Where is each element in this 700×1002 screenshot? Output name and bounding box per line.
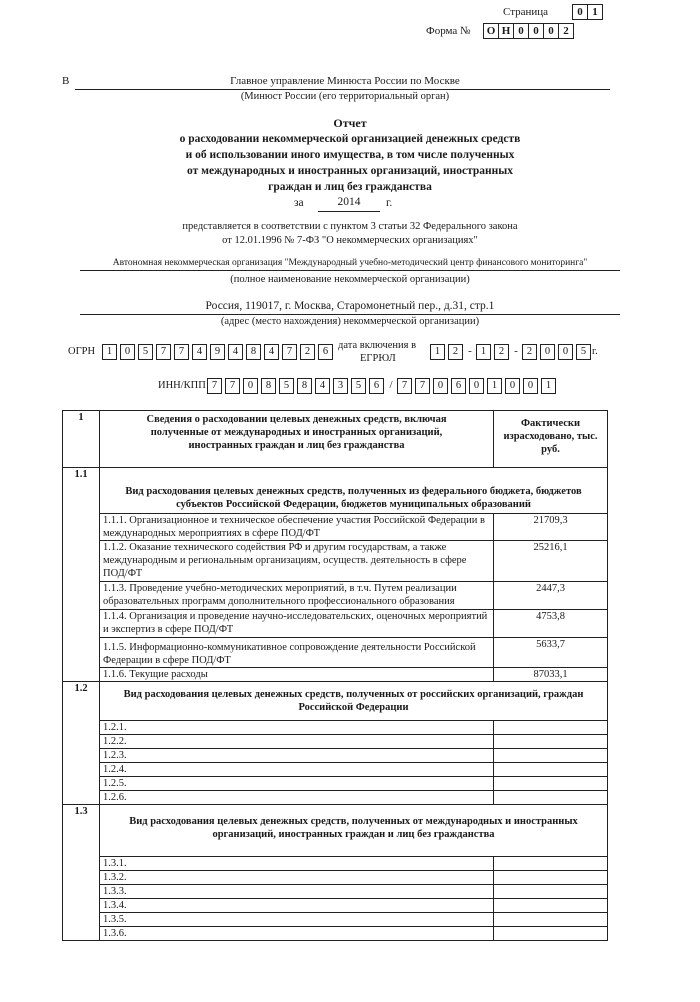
table-row xyxy=(63,857,608,871)
subtitle-line: от международных и иностранных организаций, иностранных xyxy=(187,165,513,177)
section-number: 1.3 xyxy=(63,805,100,941)
expenditure-table xyxy=(62,410,608,941)
form-number-cells xyxy=(484,23,574,39)
section-title: Вид расходования целевых денежных средств, полученных от российских организаций, граждан Российской Федерации xyxy=(100,682,608,721)
item-label: 1.2.3. xyxy=(100,749,494,763)
kpp-digit: 7 xyxy=(397,378,412,394)
item-label: 1.2.5. xyxy=(100,777,494,791)
form-digit: 0 xyxy=(543,23,559,39)
ogrn-digit: 4 xyxy=(192,344,207,360)
section-title: Вид расходования целевых денежных средств, полученных от международных и иностранных организаций, иностранных граждан и лиц без гражданства xyxy=(100,805,608,857)
item-value xyxy=(494,927,608,941)
table-header-row xyxy=(63,411,608,468)
item-value xyxy=(494,857,608,871)
authority-underline xyxy=(75,89,610,90)
table-row xyxy=(63,791,608,805)
org-caption: (полное наименование некоммерческой организации) xyxy=(230,274,470,285)
item-label: 1.2.4. xyxy=(100,763,494,777)
section-1-3-header xyxy=(63,805,608,857)
table-row xyxy=(63,541,608,582)
report-subtitle xyxy=(0,131,700,195)
table-row xyxy=(63,638,608,668)
inn-digit: 5 xyxy=(351,378,366,394)
form-digit: 0 xyxy=(528,23,544,39)
page-digit: 1 xyxy=(587,4,603,20)
report-title: Отчет xyxy=(333,116,367,130)
form-digit: О xyxy=(483,23,499,39)
item-label: 1.3.1. xyxy=(100,857,494,871)
inn-digit: 8 xyxy=(297,378,312,394)
item-label: 1.3.6. xyxy=(100,927,494,941)
egrul-date-cells xyxy=(430,344,591,360)
authority-caption: (Минюст России (его территориальный орган) xyxy=(240,91,450,102)
item-label: 1.1.6. Текущие расходы xyxy=(100,668,494,682)
inn-label: ИНН/КПП xyxy=(158,380,206,391)
table-row xyxy=(63,913,608,927)
table-row xyxy=(63,899,608,913)
table-row xyxy=(63,927,608,941)
section-1-1-header xyxy=(63,468,608,514)
year-suffix: г. xyxy=(592,346,598,357)
ogrn-digit: 4 xyxy=(264,344,279,360)
form-label: Форма № xyxy=(426,25,471,37)
inn-digit: 4 xyxy=(315,378,330,394)
org-underline xyxy=(80,270,620,271)
ogrn-digit: 0 xyxy=(120,344,135,360)
to-prefix: В xyxy=(62,75,70,87)
table-row xyxy=(63,582,608,610)
table-row xyxy=(63,749,608,763)
inn-digit: 6 xyxy=(369,378,384,394)
item-value xyxy=(494,721,608,735)
kpp-digit: 7 xyxy=(415,378,430,394)
item-value: 87033,1 xyxy=(494,668,608,682)
egrul-day-digit: 1 xyxy=(430,344,445,360)
section-number: 1.2 xyxy=(63,682,100,805)
item-label: 1.1.2. Оказание технического содействия РФ и другим государствам, а также международным и региональным организациям, осуществ. деятельность в сфере ПОД/ФТ xyxy=(100,541,494,582)
subtitle-line: и об использовании иного имущества, в том числе полученных xyxy=(185,149,515,161)
period-prefix: за xyxy=(294,197,304,209)
authority-name: Главное управление Минюста России по Москве xyxy=(230,75,460,87)
section-title: Вид расходования целевых денежных средств, полученных из федерального бюджета, бюджетов субъектов Российской Федерации, бюджетов муниципальных образований xyxy=(100,468,608,514)
section-number: 1 xyxy=(63,411,100,468)
inn-digit: 7 xyxy=(225,378,240,394)
period-year: 2014 xyxy=(337,196,361,208)
date-separator: - xyxy=(468,345,472,357)
ogrn-digit: 9 xyxy=(210,344,225,360)
egrul-label xyxy=(338,339,416,365)
ogrn-digit: 7 xyxy=(282,344,297,360)
item-value: 21709,3 xyxy=(494,514,608,541)
ogrn-digit: 4 xyxy=(228,344,243,360)
kpp-digit: 0 xyxy=(523,378,538,394)
ogrn-digit: 1 xyxy=(102,344,117,360)
period-underline xyxy=(318,211,380,212)
egrul-label-line: дата включения в xyxy=(338,340,417,351)
item-label: 1.3.5. xyxy=(100,913,494,927)
subtitle-line: о расходовании некоммерческой организацией денежных средств xyxy=(179,133,521,145)
item-value: 5633,7 xyxy=(494,638,608,668)
form-digit: Н xyxy=(498,23,514,39)
date-separator: - xyxy=(514,345,518,357)
table-row xyxy=(63,735,608,749)
egrul-label-line: ЕГРЮЛ xyxy=(360,353,396,364)
kpp-digit: 0 xyxy=(505,378,520,394)
egrul-year-digit: 0 xyxy=(558,344,573,360)
org-name: Автономная некоммерческая организация "Международный учебно-методический центр финансового мониторинга" xyxy=(112,258,588,268)
table-row xyxy=(63,763,608,777)
form-digit: 2 xyxy=(558,23,574,39)
law-line: от 12.01.1996 № 7-ФЗ "О некоммерческих организациях" xyxy=(222,235,478,246)
subtitle-line: граждан и лиц без гражданства xyxy=(268,181,432,193)
table-row xyxy=(63,668,608,682)
inn-kpp-separator: / xyxy=(389,379,393,391)
item-label: 1.1.4. Организация и проведение научно-исследовательских, оценочных мероприятий и экспертиз в сфере ПОД/ФТ xyxy=(100,610,494,638)
inn-digit: 0 xyxy=(243,378,258,394)
page-label: Страница xyxy=(503,6,549,18)
inn-digit: 5 xyxy=(279,378,294,394)
law-line: представляется в соответствии с пунктом 3 статьи 32 Федерального закона xyxy=(182,221,518,232)
page-number-cells xyxy=(573,4,603,20)
table-row xyxy=(63,721,608,735)
kpp-digit: 1 xyxy=(487,378,502,394)
kpp-digit: 0 xyxy=(469,378,484,394)
form-digit: 0 xyxy=(513,23,529,39)
inn-kpp-cells xyxy=(207,378,556,394)
item-label: 1.3.4. xyxy=(100,899,494,913)
inn-digit: 7 xyxy=(207,378,222,394)
law-reference xyxy=(0,220,700,248)
address-caption: (адрес (место нахождения) некоммерческой организации) xyxy=(220,316,480,327)
table-row xyxy=(63,514,608,541)
item-value: 2447,3 xyxy=(494,582,608,610)
item-value xyxy=(494,871,608,885)
ogrn-label: ОГРН xyxy=(68,346,96,357)
item-label: 1.2.2. xyxy=(100,735,494,749)
item-value xyxy=(494,777,608,791)
egrul-month-digit: 1 xyxy=(476,344,491,360)
table-row xyxy=(63,777,608,791)
ogrn-digit: 5 xyxy=(138,344,153,360)
item-value xyxy=(494,749,608,763)
egrul-year-digit: 5 xyxy=(576,344,591,360)
column-header-actual: Фактически израсходовано, тыс. руб. xyxy=(494,411,608,468)
table-row xyxy=(63,885,608,899)
table-row xyxy=(63,610,608,638)
item-value xyxy=(494,791,608,805)
inn-digit: 3 xyxy=(333,378,348,394)
item-value xyxy=(494,735,608,749)
ogrn-digit: 7 xyxy=(174,344,189,360)
item-label: 1.1.1. Организационное и техническое обеспечение участия Российской Федерации в международных мероприятиях в сфере ПОД/ФТ xyxy=(100,514,494,541)
item-value xyxy=(494,899,608,913)
item-label: 1.2.1. xyxy=(100,721,494,735)
period-suffix: г. xyxy=(386,197,393,209)
item-label: 1.1.5. Информационно-коммуникативное сопровождение деятельности Российской Федерации в сфере ПОД/ФТ xyxy=(100,638,494,668)
address-underline xyxy=(80,314,620,315)
inn-digit: 8 xyxy=(261,378,276,394)
kpp-digit: 0 xyxy=(433,378,448,394)
ogrn-digit: 2 xyxy=(300,344,315,360)
ogrn-digit: 8 xyxy=(246,344,261,360)
egrul-year-digit: 2 xyxy=(522,344,537,360)
page-digit: 0 xyxy=(572,4,588,20)
section-1-2-header xyxy=(63,682,608,721)
item-value xyxy=(494,913,608,927)
item-label: 1.1.3. Проведение учебно-методических мероприятий, в т.ч. Путем реализации образовательных программ дополнительного профессионального образования xyxy=(100,582,494,610)
kpp-digit: 6 xyxy=(451,378,466,394)
item-value xyxy=(494,885,608,899)
item-value xyxy=(494,763,608,777)
egrul-day-digit: 2 xyxy=(448,344,463,360)
egrul-month-digit: 2 xyxy=(494,344,509,360)
ogrn-digit: 7 xyxy=(156,344,171,360)
ogrn-cells xyxy=(102,344,333,360)
item-value: 25216,1 xyxy=(494,541,608,582)
item-value: 4753,8 xyxy=(494,610,608,638)
item-label: 1.3.2. xyxy=(100,871,494,885)
item-label: 1.3.3. xyxy=(100,885,494,899)
org-address: Россия, 119017, г. Москва, Старомонетный пер., д.31, стр.1 xyxy=(205,300,495,312)
table-row xyxy=(63,871,608,885)
ogrn-digit: 6 xyxy=(318,344,333,360)
kpp-digit: 1 xyxy=(541,378,556,394)
egrul-year-digit: 0 xyxy=(540,344,555,360)
section-title: Сведения о расходовании целевых денежных средств, включая полученные от международных и иностранных организаций, иностранных граждан и лиц без гражданства xyxy=(100,411,494,468)
item-label: 1.2.6. xyxy=(100,791,494,805)
section-number: 1.1 xyxy=(63,468,100,682)
